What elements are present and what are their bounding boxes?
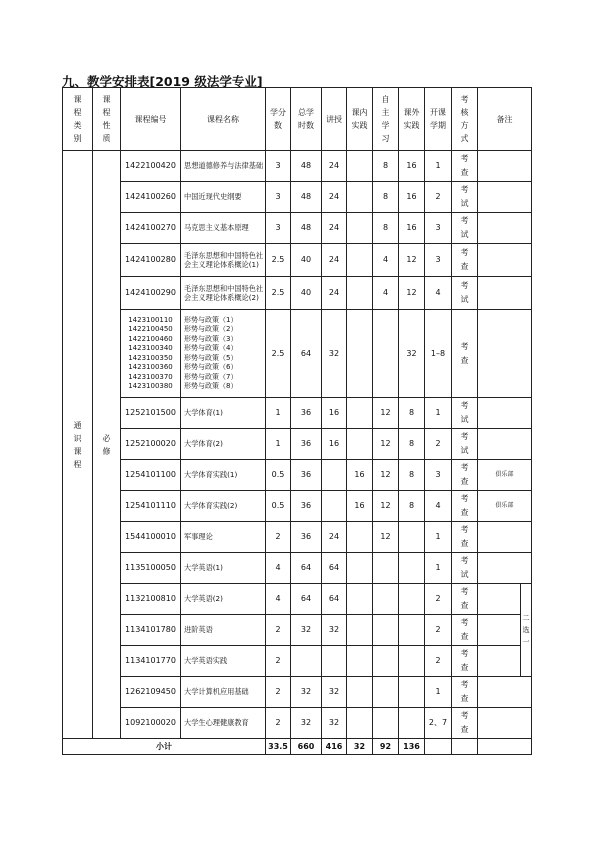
subtotal-exam	[452, 739, 478, 755]
credit-cell: 4	[266, 584, 291, 615]
hours-cell: 48	[291, 151, 322, 182]
course-code: 1134101780	[121, 615, 181, 646]
self-study-cell	[373, 677, 399, 708]
lab-cell	[347, 708, 373, 739]
page-heading: 九、教学安排表[2019 级法学专业]	[62, 74, 263, 89]
table-row	[63, 429, 532, 460]
course-name: 大学生心理健康教育	[181, 708, 266, 739]
credit-cell: 2	[266, 615, 291, 646]
course-code: 1424100270	[121, 213, 181, 244]
semester-cell: 4	[425, 491, 452, 522]
hours-cell: 32	[291, 677, 322, 708]
teaching-schedule-table	[62, 87, 532, 755]
outside-practice-cell	[399, 646, 425, 677]
lecture-cell: 16	[322, 429, 347, 460]
hours-cell: 64	[291, 310, 322, 398]
header-lab: 课内实践	[347, 88, 373, 151]
exam-cell: 考查	[452, 677, 478, 708]
header-category: 课程类别	[63, 88, 93, 151]
outside-practice-cell: 12	[399, 244, 425, 277]
course-name: 形势与政策（7）	[184, 372, 238, 381]
table-row	[63, 151, 532, 182]
choose-one-note: 二选一	[521, 584, 532, 677]
hours-cell: 64	[291, 584, 322, 615]
semester-cell: 1	[425, 677, 452, 708]
course-code: 1544100010	[121, 522, 181, 553]
outside-practice-cell: 8	[399, 491, 425, 522]
course-name: 毛泽东思想和中国特色社会主义理论体系概论(2)	[181, 277, 266, 310]
course-name: 形势与政策（5）	[184, 353, 238, 362]
self-study-cell: 12	[373, 460, 399, 491]
course-name: 中国近现代史纲要	[181, 182, 266, 213]
exam-cell: 考试	[452, 429, 478, 460]
lab-cell	[347, 522, 373, 553]
course-code: 1423100370	[128, 372, 173, 381]
semester-cell: 1	[425, 398, 452, 429]
exam-cell: 考试	[452, 213, 478, 244]
self-study-cell: 12	[373, 491, 399, 522]
header-self-study: 自主学习	[373, 88, 399, 151]
semester-cell: 1–8	[425, 310, 452, 398]
course-name: 进阶英语	[181, 615, 266, 646]
self-study-cell: 4	[373, 277, 399, 310]
remark-cell	[478, 244, 532, 277]
remark-cell	[478, 182, 532, 213]
course-code: 1423100380	[128, 382, 173, 390]
self-study-cell: 12	[373, 429, 399, 460]
course-code: 1254101110	[121, 491, 181, 522]
semester-cell: 1	[425, 151, 452, 182]
course-name: 形势与政策（1）	[184, 315, 238, 324]
remark-cell	[478, 646, 521, 677]
lecture-cell: 24	[322, 277, 347, 310]
semester-cell: 2	[425, 615, 452, 646]
header-exam: 考核方式	[452, 88, 478, 151]
course-code: 1423100340	[128, 344, 173, 352]
credit-cell: 4	[266, 553, 291, 584]
course-code: 1422100460	[128, 334, 173, 343]
self-study-cell: 12	[373, 398, 399, 429]
lab-cell: 16	[347, 460, 373, 491]
lab-cell: 16	[347, 491, 373, 522]
remark-cell	[478, 398, 532, 429]
lab-cell	[347, 677, 373, 708]
self-study-cell	[373, 584, 399, 615]
course-name: 形势与政策（2）	[184, 325, 238, 333]
self-study-cell: 12	[373, 522, 399, 553]
course-name: 思想道德修养与法律基础	[181, 151, 266, 182]
table-row	[63, 310, 532, 398]
lecture-cell: 24	[322, 522, 347, 553]
remark-cell	[478, 615, 521, 646]
course-name: 大学英语(2)	[181, 584, 266, 615]
course-code: 1134101770	[121, 646, 181, 677]
course-name: 军事理论	[181, 522, 266, 553]
outside-practice-cell	[399, 522, 425, 553]
header-semester: 开课学期	[425, 88, 452, 151]
credit-cell: 3	[266, 182, 291, 213]
table-row	[63, 182, 532, 213]
lecture-cell: 64	[322, 553, 347, 584]
header-credit: 学分数	[266, 88, 291, 151]
semester-cell: 2	[425, 429, 452, 460]
lab-cell	[347, 151, 373, 182]
self-study-cell: 8	[373, 151, 399, 182]
credit-cell: 2	[266, 677, 291, 708]
credit-cell: 3	[266, 213, 291, 244]
self-study-cell	[373, 553, 399, 584]
header-outside-practice: 课外实践	[399, 88, 425, 151]
subtotal-row	[63, 739, 532, 755]
table-row	[63, 244, 532, 277]
lab-cell	[347, 182, 373, 213]
hours-cell: 36	[291, 491, 322, 522]
lecture-cell	[322, 646, 347, 677]
nature-cell: 必修	[93, 151, 121, 739]
header-lecture: 讲授	[322, 88, 347, 151]
table-row	[63, 522, 532, 553]
hours-cell: 32	[291, 615, 322, 646]
subtotal-credit: 33.5	[266, 739, 291, 755]
semester-cell: 3	[425, 244, 452, 277]
semester-cell: 2	[425, 584, 452, 615]
lab-cell	[347, 277, 373, 310]
course-code: 1422100450	[128, 325, 173, 333]
lecture-cell: 32	[322, 708, 347, 739]
table-row	[63, 277, 532, 310]
lab-cell	[347, 646, 373, 677]
semester-cell: 4	[425, 277, 452, 310]
credit-cell: 3	[266, 151, 291, 182]
self-study-cell: 8	[373, 213, 399, 244]
subtotal-hours: 660	[291, 739, 322, 755]
lecture-cell: 24	[322, 182, 347, 213]
remark-cell: 俱乐部	[478, 491, 532, 522]
course-name: 形势与政策（4）	[184, 344, 238, 352]
hours-cell: 36	[291, 522, 322, 553]
credit-cell: 2.5	[266, 310, 291, 398]
remark-cell	[478, 708, 532, 739]
self-study-cell	[373, 646, 399, 677]
credit-cell: 2.5	[266, 277, 291, 310]
lecture-cell: 32	[322, 310, 347, 398]
course-name: 大学英语实践	[181, 646, 266, 677]
remark-cell	[478, 310, 532, 398]
course-code: 1422100420	[121, 151, 181, 182]
outside-practice-cell: 8	[399, 460, 425, 491]
credit-cell: 2	[266, 708, 291, 739]
subtotal-lecture: 416	[322, 739, 347, 755]
credit-cell: 2	[266, 522, 291, 553]
header-nature: 课程性质	[93, 88, 121, 151]
subtotal-self-study: 92	[373, 739, 399, 755]
subtotal-label: 小计	[63, 739, 266, 755]
hours-cell: 36	[291, 429, 322, 460]
course-name: 大学英语(1)	[181, 553, 266, 584]
lab-cell	[347, 213, 373, 244]
semester-cell: 3	[425, 213, 452, 244]
remark-cell	[478, 522, 532, 553]
course-name-list	[181, 310, 266, 398]
course-code: 1424100290	[121, 277, 181, 310]
lab-cell	[347, 584, 373, 615]
lab-cell	[347, 615, 373, 646]
course-code: 1092100020	[121, 708, 181, 739]
table-row	[63, 553, 532, 584]
outside-practice-cell: 32	[399, 310, 425, 398]
remark-cell	[478, 677, 532, 708]
course-name: 形势与政策（6）	[184, 363, 238, 371]
credit-cell: 0.5	[266, 491, 291, 522]
remark-cell	[478, 584, 521, 615]
header-name: 课程名称	[181, 88, 266, 151]
outside-practice-cell: 16	[399, 213, 425, 244]
course-name: 大学体育实践(2)	[181, 491, 266, 522]
header-row	[63, 88, 532, 151]
exam-cell: 考试	[452, 553, 478, 584]
hours-cell: 40	[291, 277, 322, 310]
subtotal-outside-practice: 136	[399, 739, 425, 755]
course-code: 1262109450	[121, 677, 181, 708]
hours-cell: 36	[291, 460, 322, 491]
semester-cell: 3	[425, 460, 452, 491]
lab-cell	[347, 429, 373, 460]
hours-cell: 48	[291, 182, 322, 213]
lecture-cell: 32	[322, 677, 347, 708]
self-study-cell	[373, 615, 399, 646]
credit-cell: 1	[266, 398, 291, 429]
remark-cell	[478, 553, 532, 584]
category-cell: 通识课程	[63, 151, 93, 739]
header-remark: 备注	[478, 88, 532, 151]
lecture-cell: 64	[322, 584, 347, 615]
lecture-cell: 24	[322, 244, 347, 277]
header-total-hours: 总学时数	[291, 88, 322, 151]
header-code: 课程编号	[121, 88, 181, 151]
lecture-cell: 24	[322, 213, 347, 244]
lecture-cell: 24	[322, 151, 347, 182]
hours-cell: 36	[291, 398, 322, 429]
hours-cell: 40	[291, 244, 322, 277]
semester-cell: 1	[425, 553, 452, 584]
course-code: 1423100350	[128, 353, 173, 362]
hours-cell	[291, 646, 322, 677]
exam-cell: 考查	[452, 244, 478, 277]
lab-cell	[347, 310, 373, 398]
outside-practice-cell	[399, 677, 425, 708]
hours-cell: 32	[291, 708, 322, 739]
credit-cell: 2.5	[266, 244, 291, 277]
semester-cell: 2	[425, 182, 452, 213]
course-code: 1424100260	[121, 182, 181, 213]
exam-cell: 考查	[452, 708, 478, 739]
lecture-cell: 32	[322, 615, 347, 646]
self-study-cell	[373, 310, 399, 398]
course-code: 1423100360	[128, 363, 173, 371]
table-row	[63, 460, 532, 491]
course-name: 大学体育(1)	[181, 398, 266, 429]
course-code: 1424100280	[121, 244, 181, 277]
remark-cell	[478, 151, 532, 182]
exam-cell: 考查	[452, 491, 478, 522]
hours-cell: 48	[291, 213, 322, 244]
table-row	[63, 213, 532, 244]
course-code: 1252101500	[121, 398, 181, 429]
course-code: 1254101100	[121, 460, 181, 491]
exam-cell: 考查	[452, 522, 478, 553]
lecture-cell: 16	[322, 398, 347, 429]
semester-cell: 2	[425, 646, 452, 677]
outside-practice-cell	[399, 615, 425, 646]
table-row	[63, 584, 532, 615]
self-study-cell: 8	[373, 182, 399, 213]
exam-cell: 考查	[452, 310, 478, 398]
course-code: 1423100110	[128, 315, 173, 324]
remark-cell	[478, 277, 532, 310]
exam-cell: 考查	[452, 615, 478, 646]
credit-cell: 0.5	[266, 460, 291, 491]
remark-cell	[478, 213, 532, 244]
subtotal-semester	[425, 739, 452, 755]
hours-cell: 64	[291, 553, 322, 584]
exam-cell: 考查	[452, 584, 478, 615]
semester-cell: 1	[425, 522, 452, 553]
course-name: 形势与政策（8）	[184, 382, 238, 390]
subtotal-remark	[478, 739, 532, 755]
credit-cell: 1	[266, 429, 291, 460]
table-row	[63, 708, 532, 739]
table-row	[63, 491, 532, 522]
exam-cell: 考查	[452, 646, 478, 677]
outside-practice-cell: 8	[399, 398, 425, 429]
remark-cell: 俱乐部	[478, 460, 532, 491]
outside-practice-cell: 16	[399, 151, 425, 182]
course-code: 1135100050	[121, 553, 181, 584]
outside-practice-cell: 16	[399, 182, 425, 213]
exam-cell: 考试	[452, 277, 478, 310]
course-code: 1132100810	[121, 584, 181, 615]
course-code: 1252100020	[121, 429, 181, 460]
self-study-cell: 4	[373, 244, 399, 277]
table-row	[63, 646, 532, 677]
exam-cell: 考试	[452, 398, 478, 429]
lab-cell	[347, 398, 373, 429]
course-code-list	[121, 310, 181, 398]
course-name: 大学计算机应用基础	[181, 677, 266, 708]
semester-cell: 2、7	[425, 708, 452, 739]
exam-cell: 考查	[452, 460, 478, 491]
outside-practice-cell	[399, 584, 425, 615]
table-row	[63, 677, 532, 708]
course-name: 形势与政策（3）	[184, 334, 238, 343]
course-name: 马克思主义基本原理	[181, 213, 266, 244]
course-name: 大学体育(2)	[181, 429, 266, 460]
subtotal-lab: 32	[347, 739, 373, 755]
exam-cell: 考查	[452, 151, 478, 182]
lecture-cell	[322, 460, 347, 491]
outside-practice-cell	[399, 553, 425, 584]
outside-practice-cell: 12	[399, 277, 425, 310]
outside-practice-cell: 8	[399, 429, 425, 460]
exam-cell: 考试	[452, 182, 478, 213]
remark-cell	[478, 429, 532, 460]
course-name: 毛泽东思想和中国特色社会主义理论体系概论(1)	[181, 244, 266, 277]
lecture-cell	[322, 491, 347, 522]
lab-cell	[347, 244, 373, 277]
outside-practice-cell	[399, 708, 425, 739]
lab-cell	[347, 553, 373, 584]
table-row	[63, 615, 532, 646]
course-name: 大学体育实践(1)	[181, 460, 266, 491]
self-study-cell	[373, 708, 399, 739]
credit-cell: 2	[266, 646, 291, 677]
table-row	[63, 398, 532, 429]
